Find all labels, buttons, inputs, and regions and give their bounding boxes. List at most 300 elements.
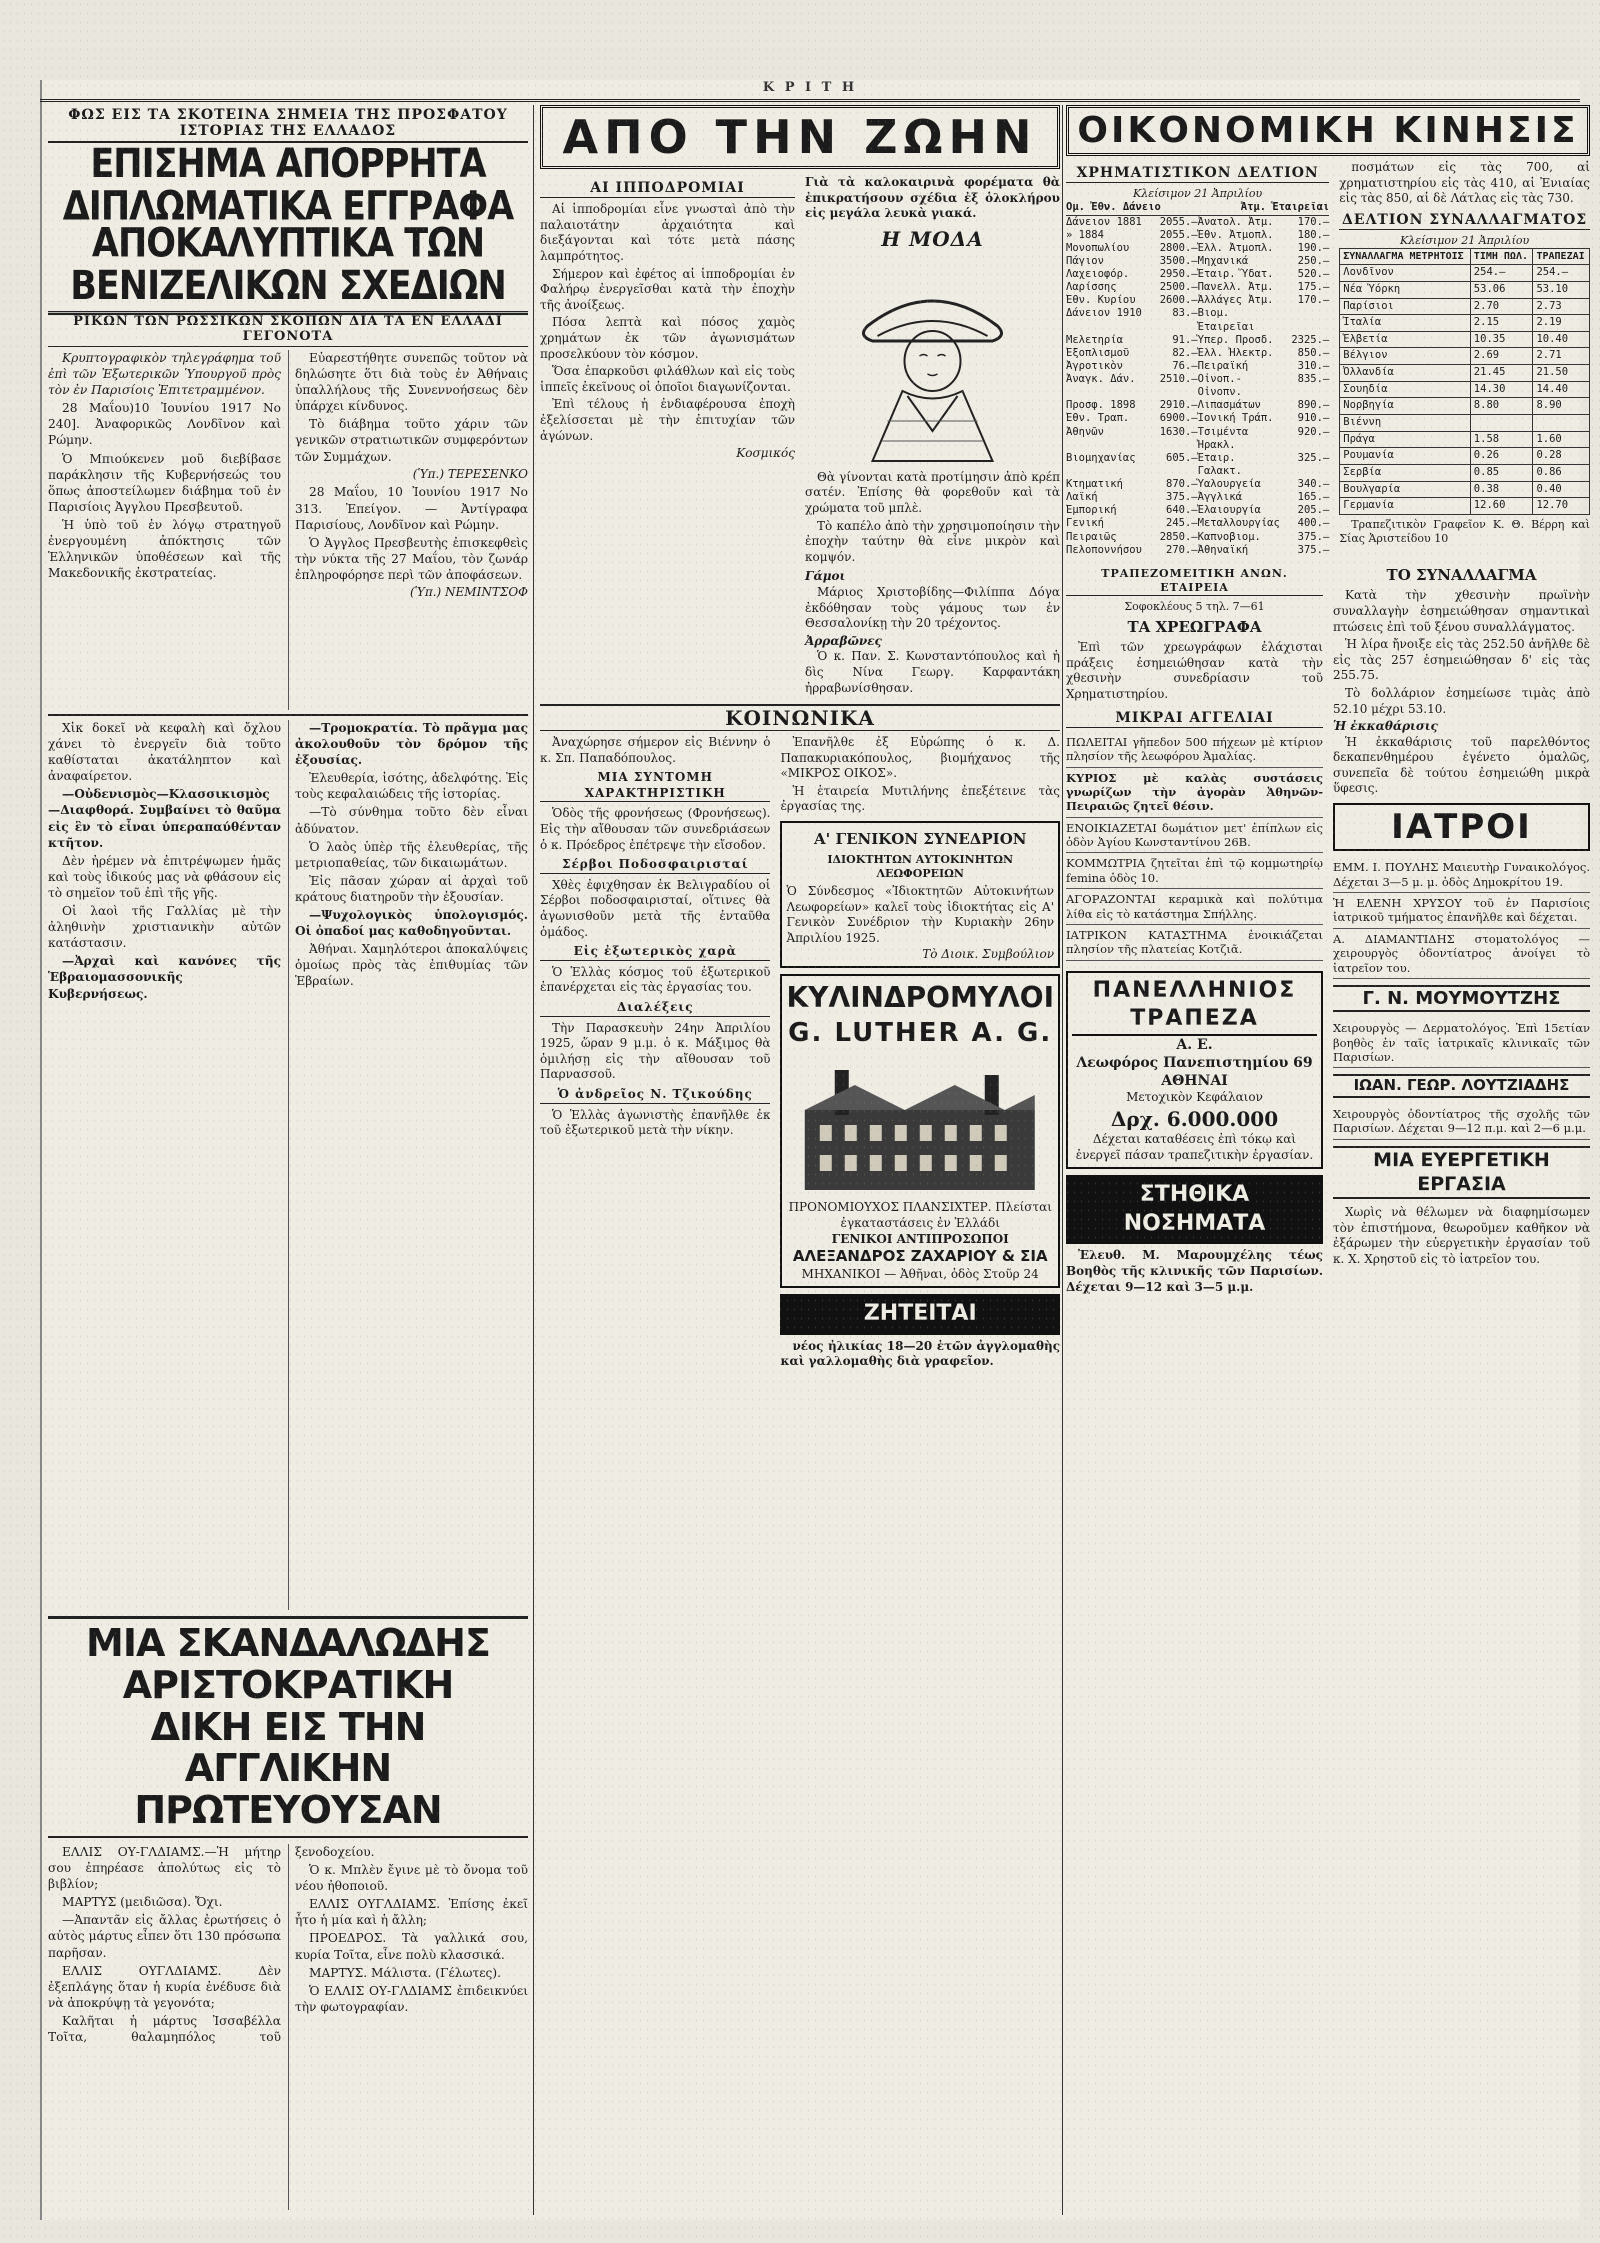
paragraph: Ὅσα ἐπαρκοῦσι φιλάθλων καὶ εἰς τοὺς ἱππεῖς ἐκεῖνους οἱ ὁποῖοι διαγωνίζονται.: [540, 364, 795, 394]
stock-cell: Ἀνατολ. Ἀτμ.: [1197, 215, 1274, 228]
social-title: ΚΟΙΝΩΝΙΚΑ: [540, 704, 1060, 731]
stock-cell: 2055.—: [1159, 215, 1198, 228]
bulletin-date: Κλείσιμον 21 Ἀπριλίου: [1133, 187, 1263, 201]
stock-row: [1066, 255, 1329, 268]
stock-header-row: [1066, 201, 1329, 215]
fx-cell: 2.73: [1533, 298, 1590, 315]
column-right: [1066, 105, 1590, 2210]
fx-cell: 10.35: [1470, 331, 1533, 348]
stock-cell: 83.—: [1172, 307, 1198, 320]
stock-cell: Δάνειον 1910: [1066, 307, 1142, 320]
paragraph: Ἐλευθερία, ἰσότης, ἀδελφότης. Ἐἰς τοὺς κεφαλαιώδεις τῆς ἱστορίας.: [295, 771, 528, 802]
fx-row: [1340, 464, 1590, 481]
stock-cell: Ὑπερ. Προσδ.: [1197, 333, 1274, 346]
fx-cell: Λονδῖνον: [1340, 265, 1471, 282]
doctor-ad: Ἡ ΕΛΕΝΗ ΧΡΥΣΟΥ τοῦ ἐν Παρισίοις ἰατρικοῦ τμήματος ἐπανῆλθε καὶ δέχεται.: [1333, 893, 1590, 929]
fx-row: [1340, 298, 1590, 315]
fx-cell: Πράγα: [1340, 431, 1471, 448]
stock-row: [1066, 478, 1329, 491]
stock-cell: Λαρίσσης: [1066, 281, 1117, 294]
stock-cell: 340.—: [1297, 478, 1330, 491]
stock-cell: Ἑλλ. Ἀτμοπλ.: [1197, 241, 1274, 254]
fx-cell: 10.40: [1533, 331, 1590, 348]
paragraph: Μάριος Χριστοβίδης—Φιλίππα Δόγα ἐκδόθησαν τοὺς γάμους των ἐν Θεσσαλονίκῃ τὴν 20 τρέχοντος.: [805, 584, 1060, 631]
subsection-title: ΜΙΑ ΣΥΝΤΟΜΗ ΧΑΡΑΚΤΗΡΙΣΤΙΚΗ: [540, 770, 770, 802]
fx-cell: Γερμανία: [1340, 498, 1471, 515]
congress-ad: [780, 821, 1060, 968]
fx-cell: 2.70: [1470, 298, 1533, 315]
stock-row: [1066, 347, 1329, 360]
paragraph: 28 Μαΐου)10 Ἰουνίου 1917 Νο 240]. Ἀναφορικῶς Λονδῖνον καὶ Ρώμην.: [48, 401, 281, 448]
column-middle: [540, 105, 1060, 2210]
paragraph: Χἰκ δοκεῖ νὰ κεφαλὴ καὶ ὄχλου χάνει τὸ ἐνεργεῖν διὰ τοῦτο καθίσταται ἀκατάληπτον καὶ ἀναφαίρετον.: [48, 721, 281, 784]
stock-cell: 2950.—: [1159, 268, 1198, 281]
stock-cell: 835.—: [1297, 373, 1330, 386]
paragraph: ΠΡΟΕΔΡΟΣ. Τὰ γαλλικά σου, κυρία Τοῖτα, εἶνε πολὺ κλασσικά.: [295, 1931, 528, 1962]
paragraph: Ἐπανῆλθε ἐξ Εὐρώπης ὁ κ. Δ. Παπακυριακόπουλος, βιομήχανος τῆς «ΜΙΚΡΟΣ ΟΙΚΟΣ».: [780, 735, 1060, 781]
fx-row: [1340, 398, 1590, 415]
stock-cell: 170.—: [1297, 215, 1330, 228]
small-ad: ΙΑΤΡΙΚΟΝ ΚΑΤΑΣΤΗΜΑ ἐνοικιάζεται πλησίον τῆς πλατείας Κοτζιᾶ.: [1066, 925, 1323, 961]
small-ads-title: ΜΙΚΡΑΙ ΑΓΓΕΛΙΑΙ: [1066, 709, 1323, 728]
fx-table-body: [1340, 265, 1590, 515]
fx-cell: 0.40: [1533, 481, 1590, 498]
stock-row: [1066, 229, 1329, 242]
fx-row: [1340, 348, 1590, 365]
stock-cell: Οἰνοπ.-Οἰνοπν.: [1197, 373, 1242, 399]
paragraph: ΜΑΡΤΥΣ (μειδιῶσα). Ὄχι.: [62, 1895, 223, 1910]
chest-ad-title: ΣΤΗΘΙΚΑ ΝΟΣΗΜΑΤΑ: [1066, 1175, 1323, 1244]
stock-cell: Πάγιον: [1066, 254, 1104, 267]
column-rule: [533, 105, 534, 2215]
stock-cell: Κτηματική: [1066, 478, 1123, 491]
stock-cell: Μεταλλουργίας: [1197, 517, 1280, 530]
stock-cell: Προσφ. 1898: [1066, 399, 1136, 412]
article-body-2: [48, 720, 528, 1610]
stock-cell: 2850.—: [1159, 530, 1198, 543]
stock-cell: 375.—: [1297, 530, 1330, 543]
stock-row: [1066, 334, 1329, 347]
fx-row: [1340, 381, 1590, 398]
paragraph: Χωρὶς νὰ θέλωμεν νὰ διαφημίσωμεν τὸν ἐπιστήμονα, θεωροῦμεν καθῆκον νὰ ἐξάρωμεν τὴν εὐεργετικὴν ἐργασίαν τοῦ κ. Χ. Χρηστοῦ εἰς τὸ ἰατρεῖον του.: [1333, 1205, 1590, 1266]
paragraph: Τὸ δολλάριον ἐσημείωσε τιμὰς ἀπὸ 52.10 μέχρι 53.10.: [1333, 685, 1590, 716]
stock-cell: Ἐθν. Κυρίου: [1066, 294, 1136, 307]
weddings-title: Γάμοι: [805, 569, 846, 584]
paragraph: —Ἀπαντᾶν εἰς ἄλλας ἐρωτήσεις ὁ αὐτὸς μάρτυς εἶπεν ὅτι 130 πρόσωπα παρῆσαν.: [48, 1913, 281, 1960]
stock-cell: 76.—: [1172, 359, 1198, 372]
stock-cell: Βιομηχανίας: [1066, 451, 1136, 464]
section-title: ΑΙ ΙΠΠΟΔΡΟΜΙΑΙ: [540, 179, 795, 198]
bank-type: Α. Ε.: [1176, 1036, 1213, 1053]
stock-row: [1066, 242, 1329, 255]
stock-cell: 82.—: [1172, 346, 1198, 359]
paragraph: ΕΛΛΙΣ ΟΥ-ΓΛΔΙΑΜΣ.—Ἡ μήτηρ σου ἐπηρέασε ἀπολύτως εἰς τὸ βιβλίον;: [48, 1844, 281, 1892]
paragraph: Τὴν Παρασκευὴν 24ην Ἀπριλίου 1925, ὥραν 9 μ.μ. ὁ κ. Μάξιμος θὰ ὁμιλήσῃ εἰς τὴν αἴθουσαν τοῦ Παρνασσοῦ.: [540, 1020, 771, 1082]
paragraph: Ἐλευθ. Μ. Μαρουμχέλης τέως Βοηθὸς τῆς κλινικῆς τῶν Παρισίων. Δέχεται 9—12 καὶ 3—5 μ.μ.: [1066, 1248, 1323, 1294]
xreografa-title: ΤΑ ΧΡΕΩΓΡΑΦΑ: [1127, 617, 1262, 636]
stock-cell: Ἰονική Τράπ.: [1197, 412, 1274, 425]
stock-row: [1066, 268, 1329, 281]
stock-cell: Ἀλλάγες Ἀτμ.: [1197, 294, 1274, 307]
paragraph: Αἱ ἱπποδρομίαι εἶνε γνωσταὶ ἀπὸ τὴν παλαιοτάτην ἀρχαιότητα καὶ διεξάγονται καὶ τότε μετὰ πάσης λαμπρότητος.: [540, 202, 795, 263]
paragraph: Τὸ καπέλο ἀπὸ τὴν χρησιμοποίησιν τὴν ἐποχὴν ταύτην θὰ εἶνε μικρὸν καὶ κομψόν.: [805, 518, 1060, 564]
stock-cell: Πελοποννήσου: [1066, 543, 1142, 556]
fx-cell: 53.10: [1533, 281, 1590, 298]
stock-row: [1066, 491, 1329, 504]
stock-cell: Βιομ. Ἑταιρεῖαι: [1197, 307, 1255, 333]
subcol-right: [805, 175, 1060, 698]
small-ad: ΚΟΜΜΩΤΡΙΑ ζητεῖται ἐπὶ τῷ κομμωτηρίῳ femina ὁδὸς 10.: [1066, 853, 1323, 889]
stock-row: [1066, 399, 1329, 412]
fx-cell: Ὀλλανδία: [1340, 365, 1471, 382]
fx-cell: 12.60: [1470, 498, 1533, 515]
stock-cell: 165.—: [1297, 491, 1330, 504]
stock-cell: Ἑλλ. Ἠλεκτρ.: [1197, 346, 1274, 359]
paragraph: ΕΛΛΙΣ ΟΥΓΛΔΙΑΜΣ. Ἐπίσης ἐκεῖ ἦτο ἡ μία καὶ ἡ ἄλλη;: [295, 1897, 528, 1928]
stock-cell: 250.—: [1297, 254, 1330, 267]
stock-cell: 2800.—: [1159, 241, 1198, 254]
small-ad: ΕΝΟΙΚΙΑΖΕΤΑΙ δωμάτιον μετ' ἐπίπλων εἰς ὁδὸν Ἀγίου Κωνσταντίνου 26Β.: [1066, 818, 1323, 854]
fx-cell: 12.70: [1533, 498, 1590, 515]
stock-cell: » 1884: [1066, 228, 1104, 241]
stock-row: [1066, 412, 1329, 425]
stock-cell: Ἀθηνῶν: [1066, 425, 1104, 438]
fx-row: [1340, 331, 1590, 348]
stock-row: [1066, 517, 1329, 530]
small-ad: ΚΥΡΙΟΣ μὲ καλὰς συστάσεις γνωρίζων τὴν ἀγορὰν Ἀθηνῶν-Πειραιῶς ζητεῖ θέσιν.: [1066, 768, 1323, 818]
trial-article: [48, 1844, 528, 2210]
divider: [48, 714, 528, 716]
section-title: Η ΜΟΔΑ: [881, 226, 984, 251]
stock-cell: Μελετηρία: [1066, 333, 1123, 346]
masthead-strip: Κ Ρ Ι Τ Η: [40, 80, 1580, 102]
fx-cell: 0.38: [1470, 481, 1533, 498]
subsection-title: Ὁ ἀνδρεῖος Ν. Τζικούδης: [540, 1087, 770, 1104]
paragraph: Ἀναχώρησε σήμερον εἰς Βιέννην ὁ κ. Σπ. Παπαδόπουλος.: [540, 735, 771, 765]
subcol-left: [540, 175, 795, 698]
paragraph: Κατὰ τὴν χθεσινὴν πρωϊνὴν συναλλαγὴν ἐσημειώθησαν σημαντικαὶ πτώσεις ἐπὶ τοῦ ξένου συναλλάγματος.: [1333, 588, 1590, 634]
fx-cell: [1470, 415, 1533, 432]
paragraph: ΜΑΡΤΥΣ. Μάλιστα. (Γέλωτες).: [309, 1965, 501, 1980]
stock-cell: 870.—: [1166, 478, 1198, 491]
subcol-left: [540, 735, 770, 1855]
paragraph: Ὁ Μπιούκενεν μοῦ διεβίβασε παράκλησιν τῆς Κυβερνήσεώς του ὅπως ἀποστείλωμεν διάβημα τοῦ ἐν Παρισίοις Ἀγγλου Πρεσβευτοῦ.: [48, 451, 281, 514]
ad-subtitle: ΙΔΙΟΚΤΗΤΩΝ ΑΥΤΟΚΙΝΗΤΩΝ ΛΕΩΦΟΡΕΙΩΝ: [827, 852, 1014, 880]
stock-cell: 910.—: [1297, 412, 1330, 425]
stock-cell: Λιπασμάτων: [1197, 399, 1261, 412]
fx-cell: Σερβία: [1340, 464, 1471, 481]
paragraph: Τὸ διάβημα τοῦτο χάριν τῶν γενικῶν στρατιωτικῶν συμφερόντων τῶν Συμμάχων.: [295, 417, 528, 464]
stock-cell: 640.—: [1166, 504, 1198, 517]
stock-header-cell: Ομ. Ἐθν. Δάνειο: [1066, 201, 1161, 214]
fx-note: Τραπεζιτικὸν Γραφεῖον Κ. Θ. Βέρρη καὶ Σίας Ἀριστείδου 10: [1339, 517, 1590, 546]
stock-cell: 375.—: [1297, 543, 1330, 556]
stock-cell: 1630.—: [1159, 425, 1198, 438]
stock-cell: Πειραϊκή: [1197, 359, 1249, 372]
doctor-ad: Α. ΔΙΑΜΑΝΤΙΔΗΣ στοματολόγος — χειρουργὸς ὀδοντίατρος ἀνοίγει τὸ ἰατρεῖον του.: [1333, 929, 1590, 979]
fx-col-header: ΣΥΝΑΛΛΑΓΜΑ ΜΕΤΡΗΤΟΙΣ: [1340, 249, 1471, 265]
paragraph: —Τρομοκρατία. Τὸ πρᾶγμα μας ἀκολουθοῦν τὸν δρόμον τῆς ἐξουσίας.: [295, 721, 528, 768]
ad-title: ΚΥΛΙΝΔΡΟΜΥΛΟΙ: [786, 981, 1054, 1015]
stock-cell: 190.—: [1297, 241, 1330, 254]
stock-row: [1066, 373, 1329, 399]
paragraph: —Τὸ σύνθημα τοῦτο δὲν εἶναι ἀδύνατον.: [295, 805, 528, 836]
stock-cell: Ἐμπορική: [1066, 504, 1117, 517]
fx-cell: [1533, 415, 1590, 432]
stock-cell: 175.—: [1297, 281, 1330, 294]
subsection-title: Σέρβοι Ποδοσφαιρισταί: [540, 857, 770, 874]
paragraph: —Ψυχολογικὸς ὑπολογισμός. Οἱ ὀπαδοί μας καθοδηγοῦνται.: [295, 908, 528, 939]
stock-cell: 310.—: [1297, 359, 1330, 372]
paragraph: Ὁ Ἑλλὰς κόσμος τοῦ ἐξωτερικοῦ ἐπανέρχεται εἰς τὰς ἐργασίας του.: [540, 964, 771, 995]
paragraph: Ἐπὶ τῶν χρεωγράφων ἐλάχισται πράξεις ἐσημειώθησαν κατὰ τὴν χθεσινὴν συνεδρίασιν τοῦ Χρηματιστηρίου.: [1066, 640, 1323, 702]
stock-row: [1066, 544, 1329, 557]
stock-cell: Ἐθν. Ἀτμοπλ.: [1197, 228, 1274, 241]
fx-cell: 2.71: [1533, 348, 1590, 365]
factory-illustration: [786, 1050, 1054, 1200]
clearing-title: Ἡ ἐκκαθάρισις: [1333, 719, 1438, 734]
fx-cell: 53.06: [1470, 281, 1533, 298]
fx-cell: 2.69: [1470, 348, 1533, 365]
fx-cell: 0.28: [1533, 448, 1590, 465]
stock-cell: 375.—: [1166, 491, 1198, 504]
section-columns: [540, 175, 1060, 698]
fx-cell: 1.60: [1533, 431, 1590, 448]
fx-bulletin: [1339, 160, 1590, 557]
fx-cell: Νορβηγία: [1340, 398, 1471, 415]
finance-columns: [1066, 160, 1590, 557]
paragraph: ΕΛΛΙΣ ΟΥΓΛΔΙΑΜΣ. Δὲν ἐξεπλάγης ὅταν ἡ κυρία ἐνέδυσε διὰ νὰ ἀποκρύψῃ τὰ γεγονότα;: [48, 1963, 281, 2010]
fx-row: [1340, 431, 1590, 448]
paragraph: Ὁδὸς τῆς φρονήσεως (Φρονήσεως). Εἰς τὴν αἴθουσαν τῶν συνεδριάσεων ὁ κ. Πρόεδρος ἐπέτρεψε τὴν εἴσοδον.: [540, 806, 771, 852]
fx-row: [1340, 415, 1590, 432]
small-ad: ΠΩΛΕΙΤΑΙ γῆπεδον 500 πήχεων μὲ κτίριον πλησίον τῆς λεωφόρου Ἀμαλίας.: [1066, 732, 1323, 768]
stock-cell: Πανελλ. Ἀτμ.: [1197, 281, 1274, 294]
stock-row: [1066, 531, 1329, 544]
stock-cell: Λαχειοφόρ.: [1066, 268, 1130, 281]
stock-cell: [1282, 307, 1329, 333]
signature: (Ὑπ.) ΤΕΡΕΣΕΝΚΟ: [412, 466, 528, 481]
stock-cell: 2510.—: [1159, 373, 1198, 386]
ad-signature: Τὸ Διοικ. Συμβούλιον: [922, 946, 1054, 961]
paragraph: νέος ἠλικίας 18—20 ἐτῶν ἀγγλομαθὴς καὶ γαλλομαθὴς διὰ γραφεῖον.: [780, 1338, 1060, 1369]
section-banner: ΑΠΟ ΤΗΝ ΖΩΗΝ: [540, 105, 1060, 169]
bank-name: ΠΑΝΕΛΛΗΝΙΟΣ ΤΡΑΠΕΖΑ: [1072, 977, 1317, 1036]
fx-row: [1340, 281, 1590, 298]
stock-row: [1066, 360, 1329, 373]
fx-cell: Νέα Ὑόρκη: [1340, 281, 1471, 298]
fx-row: [1340, 498, 1590, 515]
stock-cell: 920.—: [1297, 425, 1330, 438]
ad-brand: G. LUTHER A. G.: [788, 1017, 1053, 1048]
fx-cell: 254.—: [1470, 265, 1533, 282]
bank-title: ΤΡΑΠΕΖΟΜΕΙΤΙΚΗ ΑΝΩΝ. ΕΤΑΙΡΕΙΑ: [1066, 567, 1323, 597]
bulletin-title: ΧΡΗΜΑΤΙΣΤΙΚΟΝ ΔΕΛΤΙΟΝ: [1066, 164, 1329, 183]
paragraph: —Ἀρχαὶ καὶ κανόνες τῆς Ἑβραιομασσονικῆς Κυβερνήσεως.: [48, 954, 281, 1001]
bank-ad: [1066, 971, 1323, 1170]
stock-cell: Γενική: [1066, 517, 1104, 530]
stock-cell: Ἀναγκ. Δάν.: [1066, 373, 1136, 386]
stock-cell: 2325.—: [1291, 333, 1330, 346]
fashion-illustration: [805, 256, 1060, 466]
paragraph: 28 Μαΐου, 10 Ἰουνίου 1917 Νο 313. Ἐπείγον. — Ἀντίγραφα Παρισίους, Λονδῖνον καὶ Ρώμην.: [295, 485, 528, 532]
paragraph: Ἡ λίρα ἤνοιξε εἰς τὰς 252.50 ἀνῆλθε δὲ εἰς τὰς 257 ἐσημειώθησαν δ' εἰς τὰς 255.75.: [1333, 637, 1590, 683]
stock-cell: 520.—: [1297, 268, 1330, 281]
wanted-ad-title: ΖΗΤΕΙΤΑΙ: [780, 1294, 1060, 1335]
stock-cell: 2500.—: [1159, 281, 1198, 294]
bank-capital-label: Μετοχικὸν Κεφάλαιον: [1126, 1090, 1263, 1105]
fx-cell: 0.85: [1470, 464, 1533, 481]
doctors-title: ΙΑΤΡΟΙ: [1333, 803, 1590, 851]
fx-cell: Σουηδία: [1340, 381, 1471, 398]
stock-cell: Πειραιῶς: [1066, 530, 1117, 543]
stock-cell: 325.—: [1297, 451, 1330, 464]
stock-row: [1066, 216, 1329, 229]
bank-capital: Δρχ. 6.000.000: [1110, 1107, 1279, 1132]
stock-cell: 6900.—: [1159, 412, 1198, 425]
subsection-title: Εἰς ἐξωτερικὸς χαρὰ: [540, 944, 770, 961]
paragraph: Σήμερον καὶ ἐφέτος αἱ ἱπποδρομίαι ἐν Φαλήρῳ ἐνεργεῖσθαι κατὰ τὴν ἐποχὴν τῆς ἀνοίξεως.: [540, 266, 795, 312]
paragraph: Ὁ Ἑλλὰς ἀγωνιστὴς ἐπανῆλθε ἐκ τοῦ ἐξωτερικοῦ μετὰ τὴν νίκην.: [540, 1107, 771, 1138]
paragraph: Οἱ λαοὶ τῆς Γαλλίας μὲ τὴν ἀληθινὴν χριστιανικὴν αὐτῶν κατάστασιν.: [48, 904, 281, 951]
stock-row: [1066, 426, 1329, 452]
fx-col-header: ΤΙΜΗ ΠΩΛ.: [1470, 249, 1533, 265]
fx-col-header: ΤΡΑΠΕΖΑΙ: [1533, 249, 1590, 265]
stock-cell: Ἀγγλικά: [1197, 491, 1242, 504]
doctor-ad: Χειρουργὸς ὀδοντίατρος τῆς σχολῆς τῶν Παρισίων. Δέχεται 9—12 π.μ. καὶ 2—6 μ.μ.: [1333, 1104, 1590, 1140]
subcol-right: [780, 735, 1060, 1855]
stock-cell: Ἀγροτικὸν: [1066, 359, 1123, 372]
kicker: ΦΩΣ ΕΙΣ ΤΑ ΣΚΟΤΕΙΝΑ ΣΗΜΕΙΑ ΤΗΣ ΠΡΟΣΦΑΤΟΥ ΙΣΤΟΡΙΑΣ ΤΗΣ ΕΛΛΑΔΟΣ: [48, 105, 528, 143]
stock-cell: Ἀθηναϊκή: [1197, 543, 1249, 556]
stock-header-cell: Ἀτμ. Ἑταιρεῖαι: [1240, 201, 1330, 214]
stock-row: [1066, 307, 1329, 333]
stock-cell: 91.—: [1172, 333, 1198, 346]
subcol-left: [1066, 563, 1323, 1943]
headline-trial-1: ΜΙΑ ΣΚΑΝΔΑΛΩΔΗΣ ΑΡΙΣΤΟΚΡΑΤΙΚΗ: [48, 1616, 528, 1707]
column-left: [48, 105, 528, 2210]
doctor-name: ΙΩΑΝ. ΓΕΩΡ. ΛΟΥΤΖΙΑΔΗΣ: [1333, 1074, 1590, 1098]
paragraph: Ὁ κ. Παν. Σ. Κωνσταντόπουλος καὶ ἡ δὶς Νίνα Γεωργ. Καρφαντάκη ἠρραβωνίσθησαν.: [805, 649, 1060, 695]
paragraph: Κρυπτογραφικὸν τηλεγράφημα τοῦ ἐπὶ τῶν Ἐξωτερικῶν Ὑπουργοῦ πρὸς τὸν ἐν Παρισίοις Ἐπιτετραμμένον.: [48, 351, 281, 398]
paragraph: Ἡ ὑπὸ τοῦ ἐν λόγῳ στρατηγοῦ ἐνεργουμένη ἀπόκτησις τῶν Ἑλληνικῶν ὑποθέσεων καὶ τῆς Μακεδονικῆς ἐκστρατείας.: [48, 517, 281, 581]
stock-cell: 170.—: [1297, 294, 1330, 307]
paragraph: Πόσα λεπτὰ καὶ πόσος χαμὸς χρημάτων ἐκ τῶν ἀγωνισμάτων προσελκύουν τὸν κόσμον.: [540, 315, 795, 361]
stock-row: [1066, 452, 1329, 478]
fx-cell: 8.80: [1470, 398, 1533, 415]
fx-cell: 2.15: [1470, 315, 1533, 332]
stock-bulletin: [1066, 160, 1329, 557]
fx-cell: 8.90: [1533, 398, 1590, 415]
stock-cell: 180.—: [1297, 228, 1330, 241]
paragraph: Χθὲς ἐφιχθησαν ἐκ Βελιγραδίου οἱ Σέρβοι ποδοσφαιρισταί, οἵτινες θὰ ἀγωνισθοῦν μετὰ τῆς ἐνταῦθα ὁμάδος.: [540, 877, 771, 939]
fx-cell: 21.45: [1470, 365, 1533, 382]
stock-cell: Ἐθν. Τραπ.: [1066, 412, 1130, 425]
stock-cell: 245.—: [1166, 517, 1198, 530]
stock-cell: 3500.—: [1159, 254, 1198, 267]
social-columns: [540, 735, 1060, 1855]
fx-title: ΔΕΛΤΙΟΝ ΣΥΝΑΛΛΑΓΜΑΤΟΣ: [1339, 211, 1590, 230]
paragraph: Θὰ γίνονται κατὰ προτίμησιν ἀπὸ κρέπ σατέν. Ἐπίσης θὰ φορεθοῦν καὶ τὰ χρώματα τοῦ μπλὲ.: [805, 469, 1060, 515]
fx-cell: Ἑλβετία: [1340, 331, 1471, 348]
small-ad: ΑΓΟΡΑΖΟΝΤΑΙ κεραμικὰ καὶ πολύτιμα λίθα εἰς τὸ κατάστημα Σπήλλης.: [1066, 889, 1323, 925]
ad-text: ΠΡΟΝΟΜΙΟΥΧΟΣ ΠΛΑΝΣΙΧΤΕΡ. Πλείσται ἐγκαταστάσεις ἐν Ἑλλάδι: [788, 1200, 1052, 1230]
subsection-title: Διαλέξεις: [540, 1000, 770, 1017]
fx-row: [1340, 315, 1590, 332]
article-body: [48, 350, 528, 710]
stock-cell: 2910.—: [1159, 399, 1198, 412]
headline-trial-2: ΔΙΚΗ ΕΙΣ ΤΗΝ ΑΓΓΛΙΚΗΝ ΠΡΩΤΕΥΟΥΣΑΝ: [48, 1707, 528, 1838]
stock-cell: Λαϊκή: [1066, 491, 1098, 504]
engagements-title: Ἀρραβῶνες: [805, 633, 882, 648]
ad-text: ΓΕΝΙΚΟΙ ΑΝΤΙΠΡΟΣΩΠΟΙ: [831, 1231, 1009, 1246]
fx-cell: 21.50: [1533, 365, 1590, 382]
headline-secondary: ΑΠΟΚΑΛΥΠΤΙΚΑ ΤΩΝ ΒΕΝΙΖΕΛΙΚΩΝ ΣΧΕΔΙΩΝ: [48, 223, 528, 314]
stock-cell: Μονοπωλίου: [1066, 241, 1130, 254]
signature: Κοσμικός: [736, 446, 795, 461]
fx-cell: 14.40: [1533, 381, 1590, 398]
paragraph: Ὁ κ. Μπλὲν ἔγινε μὲ τὸ ὄνομα τοῦ νέου ἠθοποιοῦ.: [295, 1863, 528, 1894]
fx-cell: 1.58: [1470, 431, 1533, 448]
ad-address: ΜΗΧΑΝΙΚΟΙ — Ἀθῆναι, ὁδὸς Στοῦρ 24: [801, 1266, 1039, 1281]
fx-cell: Βέλγιον: [1340, 348, 1471, 365]
headline-main: ΕΠΙΣΗΜΑ ΑΠΟΡΡΗΤΑ ΔΙΠΛΩΜΑΤΙΚΑ ΕΓΓΡΑΦΑ: [62, 141, 514, 230]
synallagma-title: ΤΟ ΣΥΝΑΛΛΑΓΜΑ: [1386, 565, 1537, 584]
fx-row: [1340, 265, 1590, 282]
paragraph: Ὁ ΕΛΛΙΣ ΟΥ-ΓΛΔΙΑΜΣ ἐπιδεικνύει τὴν φωτογραφίαν.: [295, 1983, 528, 2014]
paragraph: Εὐαρεστήθητε συνεπῶς τοῦτον νὰ δηλώσητε ὅτι διὰ τοὺς ἐν Ἀθήναις ὑπαλλήλους τῆς Συνεννοήσεως δὲν ὑπάρχει κίνδυνος.: [295, 351, 528, 414]
fx-cell: 2.19: [1533, 315, 1590, 332]
paragraph: Γιὰ τὰ καλοκαιρινὰ φορέματα θὰ ἐπικρατήσουν σχέδια ἐξ ὁλοκλήρου εἰς μεγάλα λευκὰ γιακά.: [805, 175, 1060, 221]
paragraph: Ὁ λαὸς ὑπὲρ τῆς ἐλευθερίας, τῆς μετριοπαθείας, τῶν δικαιωμάτων.: [295, 839, 528, 870]
fx-row: [1340, 481, 1590, 498]
section-banner: ΟΙΚΟΝΟΜΙΚΗ ΚΙΝΗΣΙΣ: [1066, 105, 1590, 156]
paragraph: Ἐἰς πᾶσαν χώραν αἱ ἀρχαὶ τοῦ κράτους διατηροῦν τὴν ἐξουσίαν.: [295, 873, 528, 904]
ad-text: Ὁ Σύνδεσμος «Ἰδιοκτητῶν Αὐτοκινήτων Λεωφορείων» καλεῖ τοὺς ἰδιοκτήτας εἰς Α' Γενικὸν Συνέδριον τὴν Κυριακὴν 26ην Ἀπριλίου 1925.: [786, 884, 1054, 945]
fx-cell: Ρουμανία: [1340, 448, 1471, 465]
bank-sub: Σοφοκλέους 5 τηλ. 7—61: [1124, 600, 1265, 614]
stock-cell: Μηχανικά: [1197, 254, 1249, 267]
fx-cell: 0.26: [1470, 448, 1533, 465]
article-title: ΜΙΑ ΕΥΕΡΓΕΤΙΚΗ ΕΡΓΑΣΙΑ: [1333, 1146, 1590, 1199]
column-rule: [1062, 105, 1063, 2215]
bank-address: Λεωφόρος Πανεπιστημίου 69 ΑΘΗΝΑΙ: [1076, 1055, 1313, 1090]
finance-lower: [1066, 563, 1590, 1943]
paragraph: Ἡ ἐκκαθάρισις τοῦ παρελθόντος δεκαπενθημέρου ἐγένετο ὁμαλῶς, συνεπεῖα δὲ τούτου ἐσημειώθη μικρὰ ὕφεσις.: [1333, 734, 1590, 796]
bank-text: Δέχεται καταθέσεις ἐπὶ τόκῳ καὶ ἐνεργεῖ πάσαν τραπεζιτικὴν ἐργασίαν.: [1075, 1132, 1314, 1162]
stock-cell: 2600.—: [1159, 294, 1198, 307]
paragraph: —Οὐδενισμὸς—Κλασσικισμὸς—Διαφθορά. Συμβαίνει τὸ θαῦμα εἰς ἓν τὸ εἶναι ὑπεραπαύθένταν κτῆτον.: [48, 787, 281, 850]
subheadline: ΡΙΚΩΝ ΤΩΝ ΡΩΣΣΙΚΩΝ ΣΚΟΠΩΝ ΔΙΑ ΤΑ ΕΝ ΕΛΛΑΔΙ ΓΕΓΟΝΟΤΑ: [48, 311, 528, 347]
paragraph: ποσμάτων εἰς τὰς 700, αἱ χρηματιστηρίου εἰς τὰς 410, αἱ Ἐνιαίας εἰς τὰς 850, αἱ δὲ Λάτλας εἰς τὰς 730.: [1339, 160, 1590, 206]
stock-cell: Τσιμέντα Ἠρακλ.: [1197, 425, 1249, 451]
stock-cell: 270.—: [1166, 543, 1198, 556]
fx-table: [1339, 248, 1590, 515]
stock-cell: 205.—: [1297, 504, 1330, 517]
paragraph: Καλῆται ἡ μάρτυς Ἰσσαβέλλα Τοῖτα, θαλαμηπόλος τοῦ ξενοδοχείου.: [48, 1844, 375, 2045]
stock-cell: Ἑταιρ. Ὕδατ.: [1197, 268, 1274, 281]
signature: (Ὑπ.) ΝΕΜΙΝΤΣΟΦ: [409, 585, 528, 600]
fx-cell: Παρίσιοι: [1340, 298, 1471, 315]
doctor-ad: ΕΜΜ. Ι. ΠΟΥΛΗΣ Μαιευτὴρ Γυναικολόγος. Δέχεται 3—5 μ. μ. ὁδὸς Δημοκρίτου 19.: [1333, 857, 1590, 893]
paragraph: Ὁ Ἀγγλος Πρεσβευτὴς ἐπισκεφθεὶς τὴν νύκτα τῆς 27 Μαΐου, τὸν ζωνάρ ἐπληροφόρησε περὶ τῶν ἀποφάσεων.: [295, 535, 528, 582]
paragraph: Ἡ ἑταιρεία Μυτιλήνης ἐπεξέτεινε τὰς ἐργασίας της.: [780, 783, 1060, 814]
paragraph: Δὲν ἠρέμεν νὰ ἐπιτρέψωμεν ἡμᾶς καὶ τοὺς ἰδικούς μας νὰ φθάσουν εἰς τὸ σημεῖον τοῦ ἐπὶ τῆς γῆς.: [48, 853, 281, 900]
stock-cell: Ἐλαιουργία: [1197, 504, 1261, 517]
stock-cell: Ἐταιρ. Γαλακτ.: [1197, 451, 1242, 477]
fx-date: Κλείσιμον 21 Ἀπριλίου: [1400, 233, 1530, 247]
fx-cell: 254.—: [1533, 265, 1590, 282]
